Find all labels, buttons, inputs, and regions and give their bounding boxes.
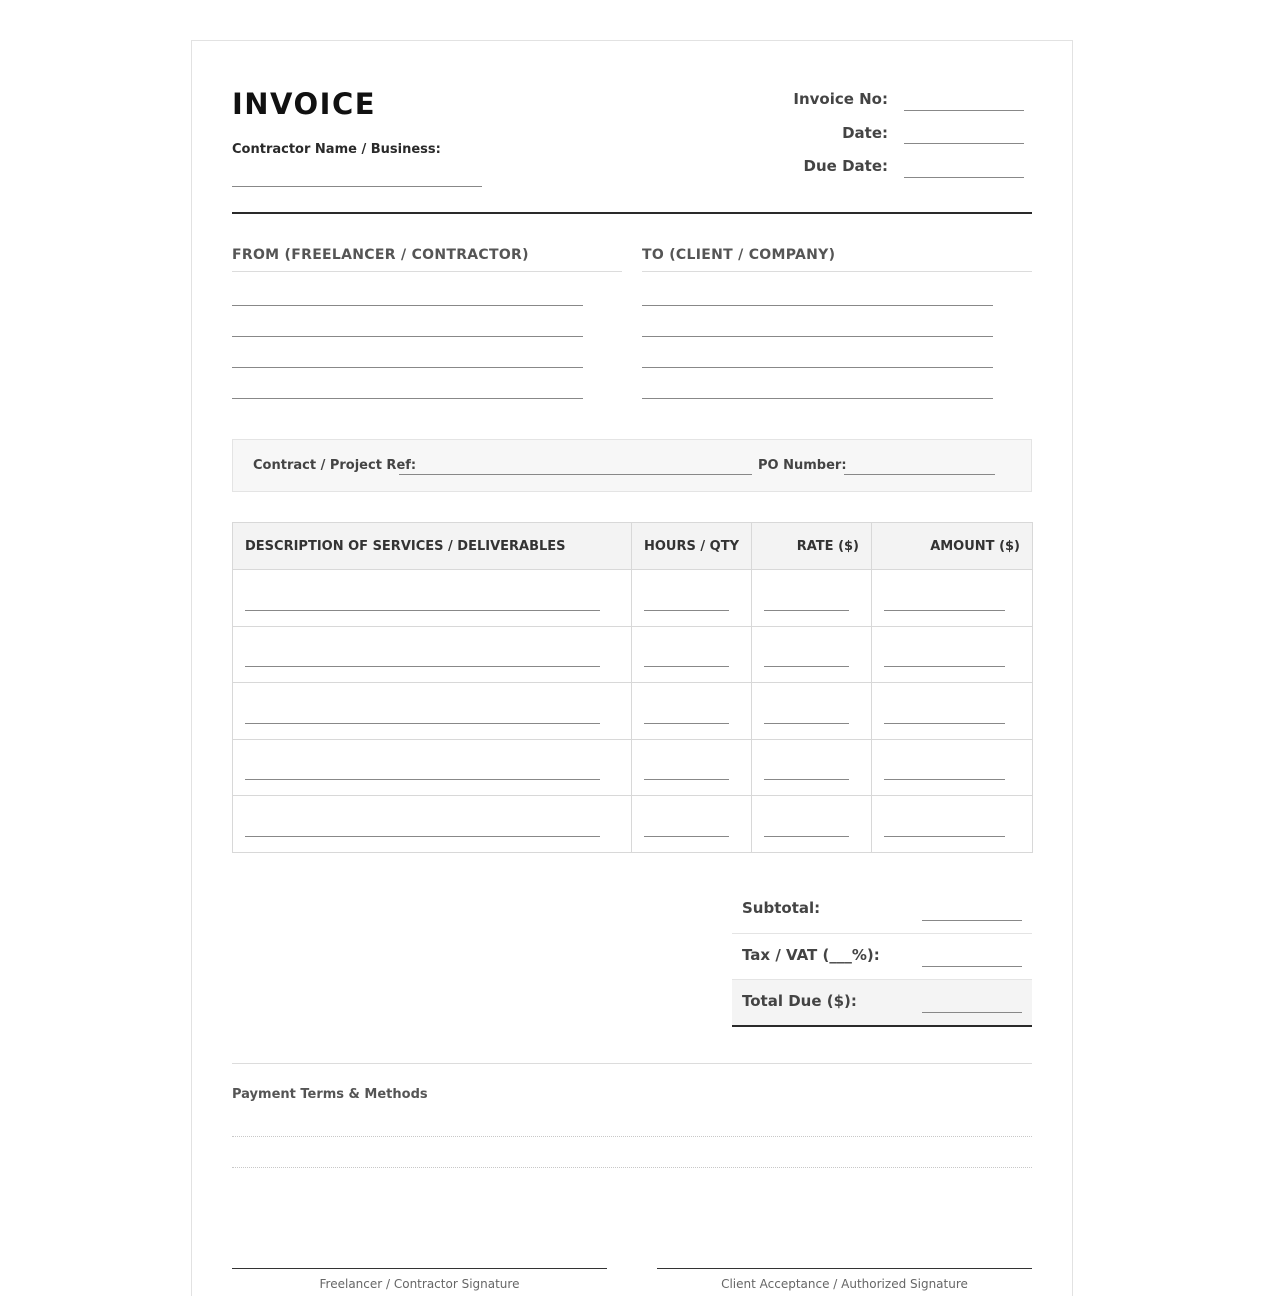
invoice-page [191,40,1073,1296]
total-due-field[interactable] [922,1012,1022,1013]
date-field[interactable] [904,143,1024,144]
to-line-3[interactable] [642,367,993,368]
total-due-label: Total Due ($): [742,992,857,1010]
description-cell[interactable] [233,739,632,796]
amount-cell[interactable] [872,626,1033,683]
subtotal-row [732,887,1032,934]
subtotal-field[interactable] [922,920,1022,921]
description-cell[interactable] [233,626,632,683]
freelancer-signature-label: Freelancer / Contractor Signature [319,1277,520,1291]
from-line-4[interactable] [232,398,583,399]
rate-cell[interactable] [752,796,872,853]
amount-cell[interactable] [872,683,1033,740]
contract-ref-label: Contract / Project Ref: [253,458,417,473]
from-section-title: FROM (FREELANCER / CONTRACTOR) [232,247,529,263]
hours-cell[interactable] [632,570,752,627]
to-line-1[interactable] [642,305,993,306]
tax-label: Tax / VAT (___%): [742,945,880,964]
invoice-no-label: Invoice No: [793,90,888,108]
table-row [233,626,1033,683]
from-line-1[interactable] [232,305,583,306]
column-header-amount: AMOUNT ($) [872,523,1033,570]
from-section-rule [232,271,622,272]
client-signature-label: Client Acceptance / Authorized Signature [721,1277,968,1291]
po-number-label: PO Number: [758,458,847,473]
contract-ref-field[interactable] [399,474,752,475]
date-label: Date: [842,124,888,142]
table-row [233,570,1033,627]
header-divider [232,212,1032,214]
description-cell[interactable] [233,683,632,740]
from-line-2[interactable] [232,336,583,337]
hours-cell[interactable] [632,683,752,740]
terms-line-1[interactable] [232,1136,1032,1137]
contractor-name-field[interactable] [232,186,482,187]
amount-cell[interactable] [872,796,1033,853]
payment-terms-title: Payment Terms & Methods [232,1087,428,1102]
to-line-4[interactable] [642,398,993,399]
rate-cell[interactable] [752,683,872,740]
hours-cell[interactable] [632,739,752,796]
total-due-row [732,980,1032,1027]
to-section-title: TO (CLIENT / COMPANY) [642,247,836,263]
table-row [233,683,1033,740]
tax-row [732,934,1032,981]
hours-cell[interactable] [632,626,752,683]
to-line-2[interactable] [642,336,993,337]
column-header-hours: HOURS / QTY [632,523,752,570]
totals-block [732,887,1032,1027]
table-row [233,796,1033,853]
invoice-no-field[interactable] [904,110,1024,111]
terms-divider [232,1063,1032,1064]
tax-field[interactable] [922,966,1022,967]
amount-cell[interactable] [872,739,1033,796]
hours-cell[interactable] [632,796,752,853]
description-cell[interactable] [233,570,632,627]
rate-cell[interactable] [752,739,872,796]
table-header-row [233,523,1033,570]
client-signature-line[interactable] [657,1268,1032,1269]
freelancer-signature-line[interactable] [232,1268,607,1269]
line-items-table [232,522,1033,853]
invoice-title: INVOICE [232,87,377,121]
due-date-label: Due Date: [803,157,888,175]
amount-cell[interactable] [872,570,1033,627]
column-header-rate: RATE ($) [752,523,872,570]
terms-line-2[interactable] [232,1167,1032,1168]
rate-cell[interactable] [752,626,872,683]
to-section-rule [642,271,1032,272]
po-number-field[interactable] [844,474,995,475]
subtotal-label: Subtotal: [742,899,821,917]
reference-box [232,439,1032,492]
rate-cell[interactable] [752,570,872,627]
due-date-field[interactable] [904,177,1024,178]
column-header-description: DESCRIPTION OF SERVICES / DELIVERABLES [233,523,632,570]
description-cell[interactable] [233,796,632,853]
from-line-3[interactable] [232,367,583,368]
contractor-name-label: Contractor Name / Business: [232,142,441,157]
table-row [233,739,1033,796]
